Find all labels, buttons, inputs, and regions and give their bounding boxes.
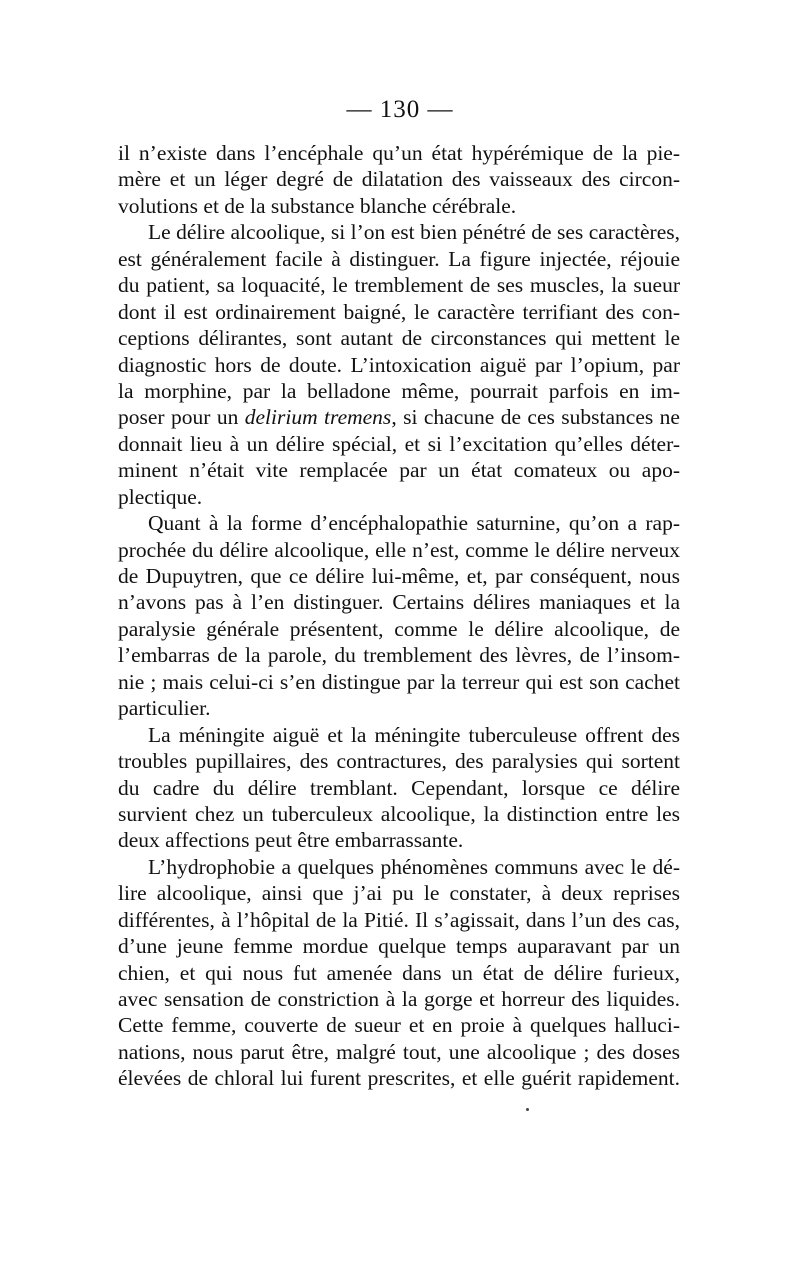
- text-line: donnait lieu à un délire spécial, et si l’excitation qu’elles déter-: [118, 431, 680, 456]
- text-line: paralysie générale présentent, comme le délire alcoolique, de: [118, 616, 680, 641]
- text-line: du cadre du délire tremblant. Cependant, lorsque ce délire: [118, 775, 680, 800]
- text-line: la morphine, par la belladone même, pourrait parfois en im-: [118, 378, 680, 403]
- text-line: Quant à la forme d’encéphalopathie saturnine, qu’on a rap-: [148, 511, 680, 536]
- text-line: n’avons pas à l’en distinguer. Certains délires maniaques et la: [118, 590, 680, 615]
- body-text: [118, 140, 680, 1092]
- text-line: plectique.: [118, 484, 203, 509]
- text-line: L’hydrophobie a quelques phénomènes communs avec le dé-: [148, 854, 680, 879]
- text-line: est généralement facile à distinguer. La figure injectée, réjouie: [118, 246, 680, 271]
- text-line: poser pour un delirium tremens, si chacune de ces substances ne: [118, 405, 680, 430]
- text-line: minent n’était vite remplacée par un état comateux ou apo-: [118, 458, 680, 483]
- text-line: survient chez un tuberculeux alcoolique, la distinction entre les: [118, 801, 680, 826]
- text-line: nations, nous parut être, malgré tout, une alcoolique ; des doses: [118, 1039, 680, 1064]
- latin-term: delirium tremens: [244, 405, 392, 430]
- text-line: d’une jeune femme mordue quelque temps auparavant par un: [118, 934, 680, 959]
- text-line: diagnostic hors de doute. L’intoxication aiguë par l’opium, par: [118, 352, 680, 377]
- text-line: Le délire alcoolique, si l’on est bien pénétré de ses caractères,: [148, 220, 680, 245]
- text-line: chien, et qui nous fut amenée dans un état de délire furieux,: [118, 960, 680, 985]
- text-line: lire alcoolique, ainsi que j’ai pu le constater, à deux reprises: [118, 881, 680, 906]
- text-line: différentes, à l’hôpital de la Pitié. Il s’agissait, dans l’un des cas,: [118, 907, 680, 932]
- text-line: troubles pupillaires, des contractures, des paralysies qui sortent: [118, 749, 680, 774]
- text-line: l’embarras de la parole, du tremblement des lèvres, de l’insom-: [118, 643, 680, 668]
- text-line: deux affections peut être embarrassante.: [118, 828, 464, 853]
- text-line: il n’existe dans l’encéphale qu’un état hypérémique de la pie-: [118, 141, 680, 165]
- text-line: du patient, sa loquacité, le tremblement de ses muscles, la sueur: [118, 273, 680, 298]
- text-line: dont il est ordinairement baigné, le caractère terrifiant des con-: [118, 299, 680, 324]
- text-line: mère et un léger degré de dilatation des vaisseaux des circon-: [118, 167, 680, 192]
- print-speck: [526, 1108, 529, 1111]
- text-line: nie ; mais celui-ci s’en distingue par la terreur qui est son cachet: [118, 669, 680, 694]
- text-line: Cette femme, couverte de sueur et en proie à quelques halluci-: [118, 1013, 680, 1038]
- text-line: La méningite aiguë et la méningite tuberculeuse offrent des: [148, 722, 680, 747]
- page-number: — 130 —: [346, 96, 454, 123]
- text-line: volutions et de la substance blanche cérébrale.: [118, 193, 517, 218]
- text-line: élevées de chloral lui furent prescrites, et elle guérit rapidement.: [118, 1066, 680, 1091]
- text-line: prochée du délire alcoolique, elle n’est, comme le délire nerveux: [118, 537, 680, 562]
- text-line: avec sensation de constriction à la gorge et horreur des liquides.: [118, 987, 680, 1011]
- text-line: de Dupuytren, que ce délire lui-même, et, par conséquent, nous: [118, 564, 680, 588]
- text-line: particulier.: [118, 696, 211, 721]
- text-line: ceptions délirantes, sont autant de circonstances qui mettent le: [118, 326, 680, 351]
